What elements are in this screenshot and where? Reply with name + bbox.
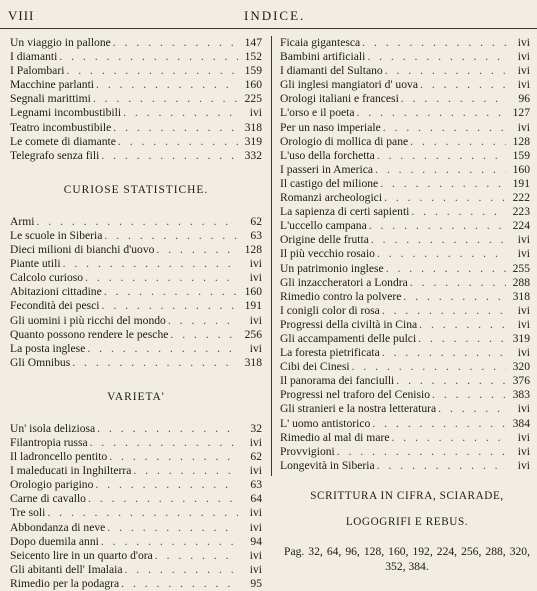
dot-leader <box>383 121 506 135</box>
dot-leader <box>410 135 506 149</box>
entry-page: 320 <box>512 360 530 374</box>
entry-page: 63 <box>250 478 262 492</box>
index-entry <box>10 535 262 549</box>
entry-page: ivi <box>517 303 530 317</box>
entry-title: Romanzi archeologici <box>280 191 383 205</box>
index-entry <box>280 304 530 318</box>
index-entry <box>10 271 262 285</box>
entry-title: Progressi nel traforo del Cenisio <box>280 388 431 402</box>
dot-leader <box>396 374 506 388</box>
puzzles-heading-line1: SCRITTURA IN CIFRA, SCIARADE, <box>310 490 504 502</box>
index-entry <box>10 422 262 436</box>
entry-page: 225 <box>244 92 262 106</box>
entry-page: ivi <box>249 464 262 478</box>
entry-title: L' uomo antistorico <box>280 416 371 430</box>
dot-leader <box>168 314 238 328</box>
dot-leader <box>104 285 238 299</box>
dot-leader <box>59 50 238 64</box>
entry-page: 223 <box>512 205 530 219</box>
entry-page: 159 <box>244 64 262 78</box>
dot-leader <box>36 215 238 229</box>
entry-page: 222 <box>512 191 530 205</box>
entry-page: 62 <box>250 450 262 464</box>
dot-leader <box>369 219 506 233</box>
dot-leader <box>438 402 506 416</box>
index-entry <box>280 205 530 219</box>
entry-page: ivi <box>249 562 262 576</box>
entry-page: 94 <box>250 534 262 548</box>
entry-title: L'uso della forchetta <box>280 148 375 162</box>
entry-title: Quanto possono rendere le pesche <box>10 327 169 341</box>
column-divider <box>271 36 272 476</box>
entry-title: Gli stranieri e la nostra letteratura <box>280 402 437 416</box>
entry-page: ivi <box>249 435 262 449</box>
entry-page: ivi <box>249 106 262 120</box>
entry-title: La posta inglese <box>10 341 86 355</box>
dot-leader <box>63 257 238 271</box>
entry-page: 191 <box>512 176 530 190</box>
entry-title: Origine delle frutta <box>280 233 369 247</box>
entry-title: Provvigioni <box>280 444 335 458</box>
entry-title: Orologio parigino <box>10 478 94 492</box>
index-entry <box>280 177 530 191</box>
entry-page: 376 <box>512 374 530 388</box>
page-number: VIII <box>8 8 35 23</box>
entry-title: La sapienza di certi sapienti <box>280 205 410 219</box>
entry-title: Segnali marittimi <box>10 92 91 106</box>
entry-title: Un viaggio in pallone <box>10 36 111 49</box>
index-entry <box>10 450 262 464</box>
entry-page: 319 <box>512 331 530 345</box>
index-entry <box>280 149 530 163</box>
entry-title: I diamanti del Sultano <box>280 64 383 78</box>
dot-leader <box>410 276 506 290</box>
index-entry <box>10 78 262 92</box>
dot-leader <box>90 436 238 450</box>
entry-page: 160 <box>512 162 530 176</box>
entry-page: 159 <box>512 148 530 162</box>
dot-leader <box>85 271 238 285</box>
index-entry <box>280 121 530 135</box>
dot-leader <box>372 417 506 431</box>
entry-title: I Palombari <box>10 64 65 78</box>
entry-title: Il castigo del milione <box>280 176 379 190</box>
dot-leader <box>113 121 238 135</box>
entry-page: ivi <box>517 233 530 247</box>
dot-leader <box>123 106 238 120</box>
entry-page: ivi <box>249 506 262 520</box>
entry-page: ivi <box>517 247 530 261</box>
index-entry <box>280 233 530 247</box>
entry-page: ivi <box>249 341 262 355</box>
puzzles-page-list: Pag. 32, 64, 96, 128, 160, 192, 224, 256, 288, 320, 352, 384. <box>284 545 530 573</box>
entry-page: 255 <box>512 261 530 275</box>
index-entry <box>280 318 530 332</box>
dot-leader <box>87 342 238 356</box>
entry-title: Gli Omnibus <box>10 355 71 369</box>
index-entry <box>10 92 262 106</box>
dot-leader <box>352 360 506 374</box>
entry-title: Abitazioni cittadine <box>10 285 102 299</box>
dot-leader <box>362 36 506 50</box>
entry-page: 96 <box>518 92 530 106</box>
dot-leader <box>418 332 506 346</box>
index-entry <box>10 549 262 563</box>
index-entry <box>10 492 262 506</box>
entry-list-varieta <box>10 422 262 591</box>
dot-leader <box>109 450 238 464</box>
entry-page: ivi <box>249 520 262 534</box>
index-entry <box>10 577 262 591</box>
entry-page: ivi <box>517 430 530 444</box>
entry-title: Armi <box>10 214 35 228</box>
dot-leader <box>118 135 238 149</box>
entry-page: ivi <box>517 402 530 416</box>
dot-leader <box>72 356 238 370</box>
dot-leader <box>104 229 238 243</box>
entry-page: ivi <box>517 36 530 49</box>
entry-title: Abbondanza di neve <box>10 520 106 534</box>
index-entry <box>10 356 262 370</box>
entry-title: Dieci milioni di bianchi d'uovo <box>10 243 155 257</box>
entry-title: Carne di cavallo <box>10 492 86 506</box>
entry-page: 160 <box>244 78 262 92</box>
index-entry <box>10 342 262 356</box>
dot-leader <box>401 92 506 106</box>
dot-leader <box>95 478 238 492</box>
entry-title: Fecondità dei pesci <box>10 299 100 313</box>
entry-title: Calcolo curioso <box>10 271 84 285</box>
entry-page: ivi <box>517 78 530 92</box>
dot-leader <box>133 464 238 478</box>
entry-title: Cibi dei Cinesi <box>280 360 350 374</box>
entry-page: ivi <box>517 50 530 64</box>
entry-title: Il panorama dei fanciulli <box>280 374 395 388</box>
index-entry <box>280 262 530 276</box>
entry-page: 62 <box>250 214 262 228</box>
entry-page: ivi <box>249 271 262 285</box>
entry-title: Legnami incombustibili <box>10 106 122 120</box>
entry-title: Gli inzaccheratori a Londra <box>280 275 408 289</box>
index-entry <box>280 276 530 290</box>
entry-title: Le scuole in Siberia <box>10 228 103 242</box>
entry-page: 318 <box>244 120 262 134</box>
entry-title: I diamanti <box>10 50 58 64</box>
dot-leader <box>47 506 238 520</box>
entry-page: 127 <box>512 106 530 120</box>
entry-page: 256 <box>244 327 262 341</box>
dot-leader <box>386 262 506 276</box>
dot-leader <box>102 299 238 313</box>
index-entry <box>280 346 530 360</box>
index-entry <box>280 64 530 78</box>
dot-leader <box>380 177 506 191</box>
dot-leader <box>377 149 506 163</box>
dot-leader <box>375 163 506 177</box>
index-entry <box>280 402 530 416</box>
dot-leader <box>420 78 506 92</box>
index-entry <box>280 445 530 459</box>
index-entry <box>10 521 262 535</box>
entry-title: Telegrafo senza fili <box>10 148 100 162</box>
index-entry <box>280 247 530 261</box>
entry-title: Gli uomini i più ricchi del mondo <box>10 313 166 327</box>
index-entry <box>280 163 530 177</box>
index-entry <box>10 135 262 149</box>
entry-page: 384 <box>512 416 530 430</box>
entry-page: 191 <box>244 299 262 313</box>
entry-title: I conigli color di rosa <box>280 303 380 317</box>
entry-title: I maleducati in Inghilterra <box>10 464 132 478</box>
index-entry <box>280 135 530 149</box>
dot-leader <box>371 233 506 247</box>
entry-title: Longevità in Siberia <box>280 458 375 472</box>
index-entry <box>280 360 530 374</box>
dot-leader <box>384 191 506 205</box>
right-column <box>280 36 530 473</box>
dot-leader <box>121 577 238 591</box>
entry-title: Rimedio al mal di mare <box>280 430 390 444</box>
index-entry <box>10 257 262 271</box>
dot-leader <box>156 243 238 257</box>
index-entry <box>10 36 262 50</box>
entry-page: 319 <box>244 134 262 148</box>
index-entry <box>280 374 530 388</box>
entry-page: ivi <box>517 64 530 78</box>
entry-page: ivi <box>517 317 530 331</box>
entry-page: 128 <box>244 243 262 257</box>
dot-leader <box>88 492 238 506</box>
index-entry <box>10 478 262 492</box>
index-entry <box>280 92 530 106</box>
index-entry <box>10 436 262 450</box>
dot-leader <box>96 78 238 92</box>
index-entry <box>280 417 530 431</box>
entry-list-right <box>280 36 530 473</box>
index-entry <box>10 328 262 342</box>
left-column <box>10 36 262 591</box>
dot-leader <box>382 346 506 360</box>
entry-title: Teatro incombustibile <box>10 120 112 134</box>
entry-title: Filantropia russa <box>10 435 88 449</box>
entry-page: 332 <box>244 148 262 162</box>
index-entry <box>280 431 530 445</box>
index-entry <box>10 149 262 163</box>
index-entry <box>10 121 262 135</box>
entry-page: ivi <box>517 120 530 134</box>
index-entry <box>280 332 530 346</box>
entry-page: ivi <box>249 257 262 271</box>
entry-title: Tre soli <box>10 506 46 520</box>
index-entry <box>280 459 530 473</box>
index-entry <box>280 36 530 50</box>
entry-page: 288 <box>512 275 530 289</box>
page-title: INDICE. <box>244 8 306 23</box>
entry-title: I passeri in America <box>280 162 374 176</box>
index-entry <box>10 464 262 478</box>
dot-leader <box>411 205 506 219</box>
entry-page: 152 <box>244 50 262 64</box>
entry-title: Macchine parlanti <box>10 78 95 92</box>
index-entry <box>10 243 262 257</box>
entry-page: 318 <box>512 289 530 303</box>
entry-page: 64 <box>250 492 262 506</box>
dot-leader <box>357 106 506 120</box>
index-entry <box>10 563 262 577</box>
dot-leader <box>113 36 238 50</box>
entry-title: Per un naso imperiale <box>280 120 381 134</box>
entry-title: Il ladroncello pentito <box>10 450 108 464</box>
dot-leader <box>101 535 238 549</box>
entry-title: Seicento lire in un quarto d'ora <box>10 548 153 562</box>
index-entry <box>10 314 262 328</box>
index-entry <box>10 215 262 229</box>
entry-page: 95 <box>250 576 262 590</box>
entry-title: Gli accampamenti delle pulci <box>280 331 417 345</box>
entry-page: 32 <box>250 421 262 435</box>
dot-leader <box>377 459 506 473</box>
entry-title: Un' isola deliziosa <box>10 421 96 435</box>
dot-leader <box>403 290 506 304</box>
entry-page: ivi <box>249 548 262 562</box>
dot-leader <box>107 521 238 535</box>
dot-leader <box>367 50 506 64</box>
entry-title: Le comete di diamante <box>10 134 116 148</box>
entry-title: Gli abitanti dell' Imalaia <box>10 562 123 576</box>
index-entry <box>280 290 530 304</box>
index-entry <box>10 64 262 78</box>
index-entry <box>280 191 530 205</box>
puzzles-heading-line2: LOGOGRIFI E REBUS. <box>345 516 469 528</box>
entry-title: Progressi della civiltà in Cina <box>280 317 418 331</box>
entry-page: ivi <box>517 444 530 458</box>
dot-leader <box>155 549 238 563</box>
dot-leader <box>377 247 506 261</box>
entry-title: Orologi italiani e francesi <box>280 92 399 106</box>
dot-leader <box>382 304 506 318</box>
dot-leader <box>66 64 238 78</box>
dot-leader <box>432 388 506 402</box>
entry-page: 128 <box>512 134 530 148</box>
index-entry <box>280 78 530 92</box>
index-entry <box>10 299 262 313</box>
entry-title: Gli inglesi mangiatori d' uova <box>280 78 418 92</box>
dot-leader <box>97 422 238 436</box>
dot-leader <box>337 445 506 459</box>
index-entry <box>280 388 530 402</box>
entry-title: Ficaia gigantesca <box>280 36 361 49</box>
puzzles-section <box>284 488 530 574</box>
page-header <box>0 6 537 29</box>
index-entry <box>10 229 262 243</box>
entry-page: ivi <box>517 346 530 360</box>
dot-leader <box>419 318 506 332</box>
entry-title: L'orso e il poeta <box>280 106 355 120</box>
entry-list-curiose <box>10 215 262 370</box>
dot-leader <box>391 431 506 445</box>
entry-title: Dopo duemila anni <box>10 534 99 548</box>
entry-list-top <box>10 36 262 163</box>
index-entry <box>280 106 530 120</box>
index-entry <box>10 106 262 120</box>
entry-page: ivi <box>517 458 530 472</box>
entry-page: 224 <box>512 219 530 233</box>
section-heading-curiose: CURIOSE STATISTICHE. <box>63 183 209 196</box>
entry-title: L'uccello campana <box>280 219 367 233</box>
dot-leader <box>125 563 238 577</box>
entry-title: Piante utili <box>10 257 61 271</box>
entry-page: 147 <box>244 36 262 49</box>
entry-page: 160 <box>244 285 262 299</box>
index-entry <box>10 50 262 64</box>
dot-leader <box>93 92 238 106</box>
index-entry <box>10 285 262 299</box>
entry-page: ivi <box>249 313 262 327</box>
entry-title: La foresta pietrificata <box>280 346 380 360</box>
entry-page: 63 <box>250 228 262 242</box>
entry-title: Il più vecchio rosaio <box>280 247 375 261</box>
entry-title: Bambini artificiali <box>280 50 366 64</box>
index-entry <box>280 219 530 233</box>
entry-title: Rimedio contro la polvere <box>280 289 402 303</box>
section-heading-varieta: VARIETA' <box>107 390 165 403</box>
dot-leader <box>101 149 238 163</box>
entry-page: 383 <box>512 388 530 402</box>
index-entry <box>10 506 262 520</box>
dot-leader <box>170 328 238 342</box>
index-entry <box>280 50 530 64</box>
entry-title: Un patrimonio inglese <box>280 261 384 275</box>
entry-title: Orologio di mollica di pane <box>280 134 409 148</box>
entry-title: Rimedio per la podagra <box>10 576 120 590</box>
dot-leader <box>385 64 506 78</box>
entry-page: 318 <box>244 355 262 369</box>
